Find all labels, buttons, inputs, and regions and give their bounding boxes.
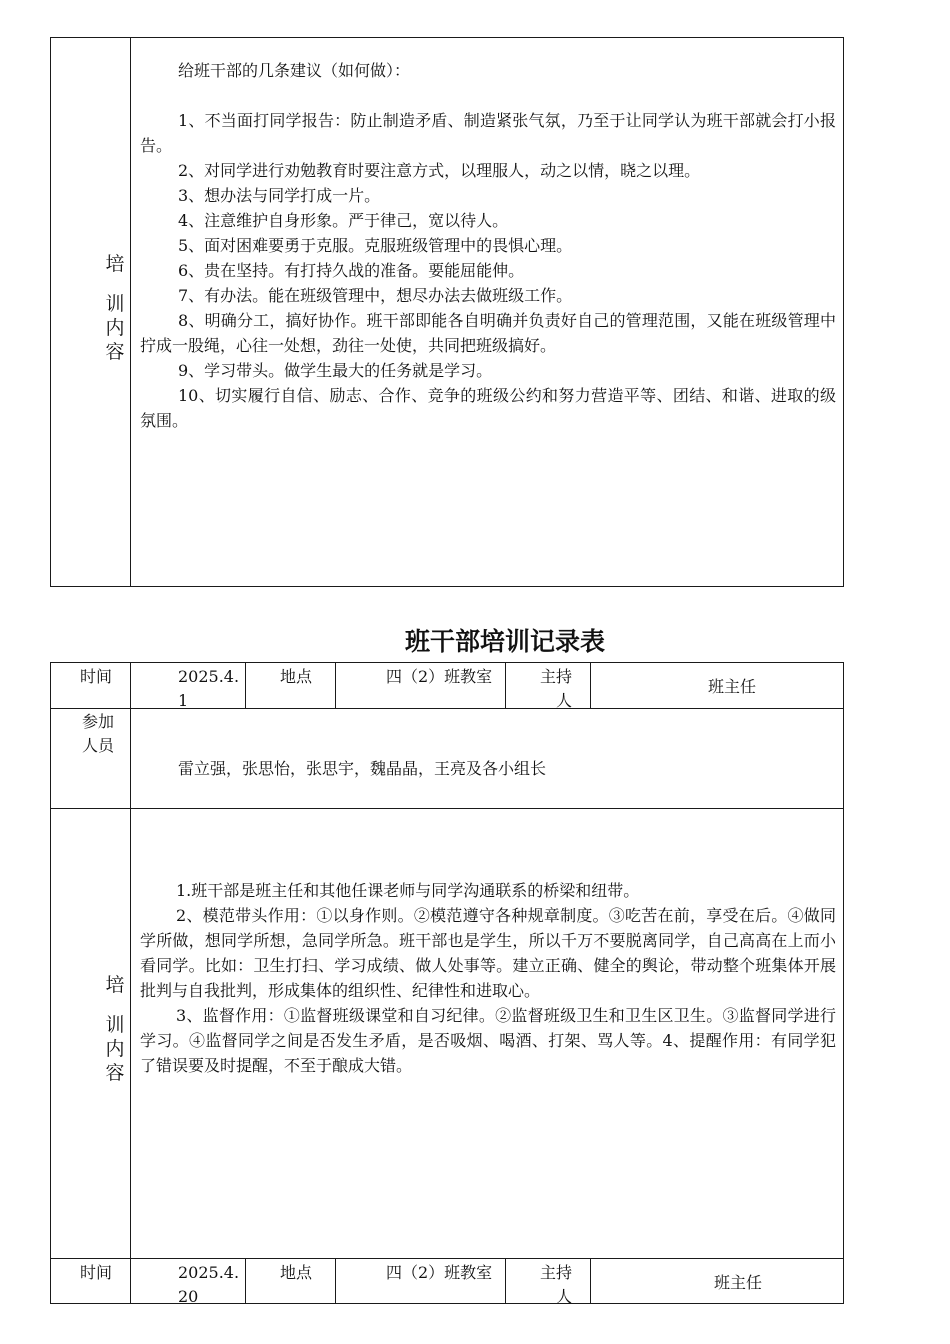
section1-content (140, 58, 836, 433)
advice-item: 9、学习带头。做学生最大的任务就是学习。 (178, 361, 493, 380)
content-paragraph: 3、监督作用：①监督班级课堂和自习纪律。②监督班级卫生和卫生区卫生。③监督同学进行学习。④监督同学之间是否发生矛盾，是否吸烟、喝酒、打架、骂人等。4、提醒作用：有同学犯了错误要及时提醒，不至于酿成大错。 (140, 1006, 836, 1075)
advice-item: 7、有办法。能在班级管理中，想尽办法去做班级工作。 (178, 286, 573, 305)
training-content-label: 培 训 内 容 (105, 253, 125, 363)
time-label: 时间 (80, 1263, 113, 1282)
content-paragraph: 1.班干部是班主任和其他任课老师与同学沟通联系的桥梁和纽带。 (176, 881, 640, 900)
host-value: 班主任 (708, 677, 757, 696)
record1-content (140, 878, 836, 1078)
advice-intro: 给班干部的几条建议（如何做）： (178, 61, 411, 80)
advice-item: 6、贵在坚持。有打持久战的准备。要能屈能伸。 (178, 261, 525, 280)
advice-item: 8、明确分工，搞好协作。班干部即能各自明确并负责好自己的管理范围，又能在班级管理中拧成一股绳，心往一处想，劲往一处使，共同把班级搞好。 (140, 311, 836, 355)
advice-item: 1、不当面打同学报告：防止制造矛盾、制造紧张气氛，乃至于让同学认为班干部就会打小报告。 (140, 111, 836, 155)
time-value: 2025.4.20 (178, 1263, 240, 1303)
advice-item: 5、面对困难要勇于克服。克服班级管理中的畏惧心理。 (178, 236, 573, 255)
host-label: 主持人 (539, 667, 572, 708)
place-value: 四（2）班教室 (386, 1263, 493, 1282)
time-value: 2025.4.1 (178, 667, 240, 708)
time-label: 时间 (80, 667, 113, 686)
content-paragraph: 2、模范带头作用：①以身作则。②模范遵守各种规章制度。③吃苦在前，享受在后。④做同学所做，想同学所想，急同学所急。班干部也是学生，所以千万不要脱离同学，自己高高在上而小看同学。比如：卫生打扫、学习成绩、做人处事等。建立正确、健全的舆论，带动整个班集体开展批判与自我批判，形成集体的组织性、纪律性和进取心。 (140, 906, 836, 1000)
place-value: 四（2）班教室 (386, 667, 493, 686)
advice-item: 10、切实履行自信、励志、合作、竞争的班级公约和努力营造平等、团结、和谐、进取的级氛围。 (140, 386, 836, 430)
advice-item: 3、想办法与同学打成一片。 (178, 186, 381, 205)
host-label: 主持人 (539, 1263, 572, 1303)
participants-value: 雷立强，张思怡，张思宇，魏晶晶，王亮及各小组长 (178, 759, 547, 778)
place-label: 地点 (280, 667, 313, 686)
advice-item: 2、对同学进行劝勉教育时要注意方式，以理服人，动之以情，晓之以理。 (178, 161, 701, 180)
participants-label: 参加人员 (82, 712, 115, 755)
place-label: 地点 (280, 1263, 313, 1282)
advice-item: 4、注意维护自身形象。严于律己，宽以待人。 (178, 211, 509, 230)
training-content-label: 培 训 内 容 (105, 974, 125, 1084)
host-value: 班主任 (714, 1273, 763, 1292)
page-title: 班干部培训记录表 (404, 627, 605, 656)
